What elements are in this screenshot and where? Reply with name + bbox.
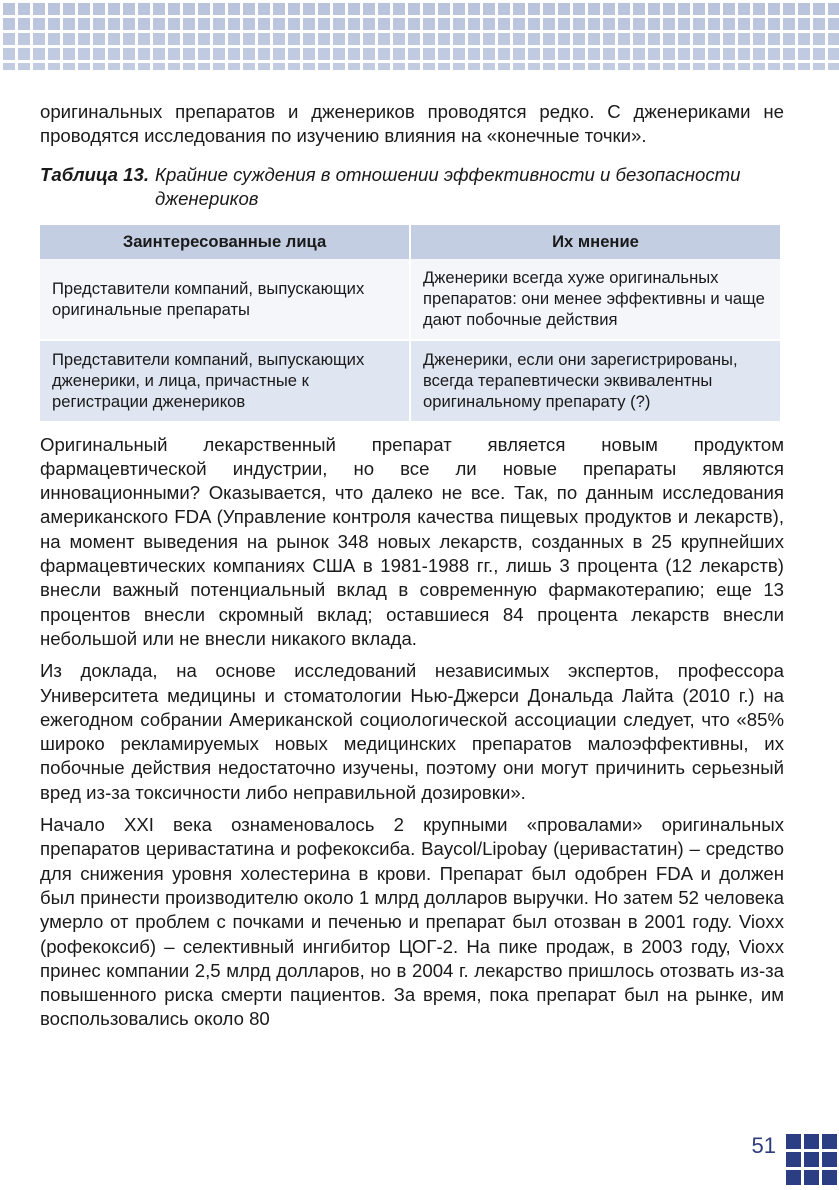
body-paragraph: Начало XXI века ознаменовалось 2 крупными «провалами» оригинальных препаратов церивастатина и рофекоксиба. Baycol/Lipobay (церивастатин) – средство для снижения уровня холестерина в крови. Препарат был одобрен FDA и должен был принести производителю около 1 млрд долларов выручки. Но затем 52 человека умерло от проблем с почками и печенью и препарат был отозван в 2001 году. Vioxx (рофекоксиб) – селективный ингибитор ЦОГ-2. На пике продаж, в 2003 году, Vioxx принес компании 2,5 млрд долларов, но в 2004 г. лекарство пришлось отозвать из-за повышенного риска смерти пациентов. За время, пока препарат был на рынке, им воспользовались около 80 [40, 814, 784, 1030]
table-cell: Дженерики, если они зарегистрированы, всегда терапевтически эквивалентны оригинальному препарату (?) [410, 340, 780, 421]
table-caption [40, 163, 784, 211]
page-content [40, 100, 784, 1040]
table-cell: Дженерики всегда хуже оригинальных препаратов: они менее эффективны и чаще дают побочные действия [410, 259, 780, 340]
grid-squares-icon [786, 1134, 839, 1190]
table-caption-label: Таблица 13. [40, 163, 150, 185]
table-cell: Представители компаний, выпускающих оригинальные препараты [40, 259, 410, 340]
intro-paragraph: оригинальных препаратов и дженериков проводятся редко. С дженериками не проводятся исследования по изучению влияния на «конечные точки». [40, 101, 784, 147]
table-caption-title: Крайние суждения в отношении эффективности и безопасности дженериков [155, 163, 741, 209]
table-header-row [40, 225, 780, 259]
body-paragraph: Из доклада, на основе исследований независимых экспертов, профессора Университета медицины и стоматологии Нью-Джерси Дональда Лайта (2010 г.) на ежегодном собрании Американской социологической ассоциации следует, что «85% широко рекламируемых новых медицинских препаратов малоэффективны, их побочные действия недостаточно изучены, поэтому они могут причинить серьезный вред из-за токсичности либо неправильной дозировки». [40, 660, 784, 803]
opinions-table [40, 225, 780, 421]
table-row [40, 340, 780, 421]
body-paragraph: Оригинальный лекарственный препарат является новым продуктом фармацевтической индустрии, но все ли новые препараты являются инновационными? Оказывается, что далеко не все. Так, по данным исследования американского FDA (Управление контроля качества пищевых продуктов и лекарств), на момент выведения на рынок 348 новых лекарств, созданных в 25 крупнейших фармацевтических компаниях США в 1981-1988 гг., лишь 3 процента (12 лекарств) внесли важный потенциальный вклад в современную фармакотерапию; еще 13 процентов внесли скромный вклад; оставшиеся 84 процента лекарств внесли небольшой или не внесли никакого вклада. [40, 433, 784, 649]
page-number: 51 [751, 1133, 776, 1158]
table-row [40, 259, 780, 340]
top-band-fade [0, 0, 839, 70]
table-cell: Представители компаний, выпускающих дженерики, и лица, причастные к регистрации дженериков [40, 340, 410, 421]
table-header-stakeholders: Заинтересованные лица [40, 225, 410, 259]
table-header-opinion: Их мнение [410, 225, 780, 259]
